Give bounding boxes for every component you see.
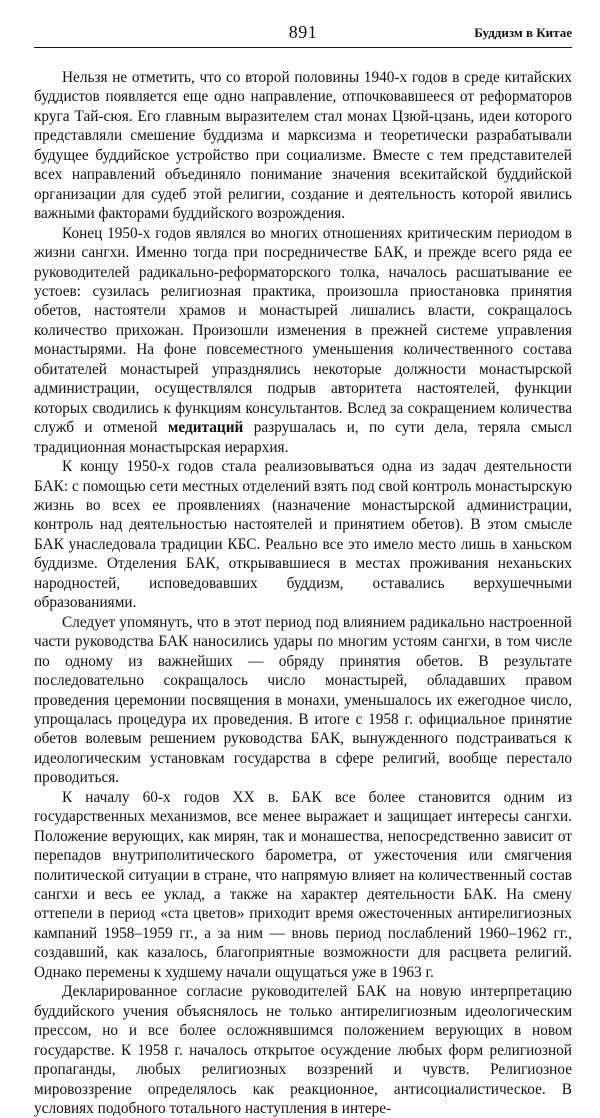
page-number: 891 <box>288 22 318 42</box>
paragraph-2-text-after: разрушалась и, по сути дела, теряла смысл традиционная монастырская иерархия. <box>34 419 572 456</box>
body-text <box>34 62 572 1118</box>
page-header <box>34 22 572 48</box>
paragraph-6: Декларированное согласие руководителей БАК на новую интерпретацию буддийского учения объяснялось не только антирелигиозным идеологическим прессом, но и все более осложнявшимся положением верующих в новом государстве. К 1958 г. началось открытое осуждение любых форм религиозной пропаганды, любых религиозных воззрений и чувств. Религиозное мировоззрение определялось как реакционное, антисоциалистическое. В условиях подобного тотального наступления в интере- <box>34 983 572 1118</box>
header-rule <box>34 47 572 48</box>
bold-term-meditation: медитаций <box>167 419 244 437</box>
paragraph-4: Следует упомянуть, что в этот период под влиянием радикально настроенной части руководства БАК наносились удары по многим устоям сангхи, в том числе по одному из важнейших — обряду принятия обетов. В результате последовательно сокращалось число монастырей, обладавших правом проведения церемонии посвящения в монахи, уменьшалось их ежегодное число, упрощалась процедура их проведения. В итоге с 1958 г. официальное принятие обетов волевым решением руководства БАК, вынужденного подстраиваться к идеологическим установкам государства в сфере религий, вообще перестало проводиться. <box>34 613 572 787</box>
paragraph-2 <box>34 224 572 457</box>
paragraph-2-text-before: Конец 1950-х годов являлся во многих отношениях критическим периодом в жизни сангхи. Именно тогда при посредничестве БАК, и прежде всего ряда ее руководителей радикально-реформаторского толка, началось расшатывание ее устоев: сузилась религиозная практика, произошла приостановка принятия обетов, настоятели храмов и монастырей лишались власти, сокращалось количество прихожан. Произошли изменения в прежней системе управления монастырями. На фоне повсеместного уменьшения количественного состава обитателей монастырей упразднялись некоторые должности монастырской администрации, осуществлялся подрыв авторитета настоятелей, функции которых сводились к функциям консультантов. Вслед за сокращением количества служб и отменой <box>34 224 572 437</box>
paragraph-5: К началу 60-х годов XX в. БАК все более становится одним из государственных механизмов, все менее выражает и защищает интересы сангхи. Положение верующих, как мирян, так и монашества, непосредственно зависит от перепадов внутриполитического барометра, от ужесточения или смягчения политической ситуации в стране, что напрямую влияет на количественный состав сангхи и весь ее уклад, а также на характер деятельности БАК. На смену оттепели в период «ста цветов» приходит время ожесточенных антирелигиозных кампаний 1958–1959 гг., а за ним — вновь период послаблений 1960–1962 гг., создавший, как казалось, благоприятные возможности для расцвета религий. Однако перемены к худшему начали ощущаться уже в 1963 г. <box>34 788 572 981</box>
paragraph-3: К концу 1950-х годов стала реализовываться одна из задач деятельности БАК: с помощью сети местных отделений взять под свой контроль монастырскую жизнь во всех ее проявлениях (назначение монастырской администрации, контроль над деятельностью настоятелей и принятием обетов). В этом смысле БАК унаследовала традиции КБС. Реально все это имело место лишь в ханьском буддизме. Отделения БАК, открывавшиеся в местах проживания неханьских народностей, исповедовавших буддизм, оставались верхушечными образованиями. <box>34 458 572 612</box>
running-title: Буддизм в Китае <box>474 25 572 40</box>
paragraph-1: Нельзя не отметить, что со второй половины 1940-х годов в среде китайских буддистов появляется еще одно направление, отпочковавшееся от реформаторов круга Тай-сюя. Его главным выразителем стал монах Цзюй-цзань, идеи которого представляли смешение буддизма и марксизма и теоретически разрабатывали будущее буддийское устройство при социализме. Вместе с тем представителей всех направлений объединяло понимание значения всекитайской буддийской организации для судеб этой религии, создание и деятельность которой явились важными факторами буддийского возрождения. <box>34 69 572 223</box>
